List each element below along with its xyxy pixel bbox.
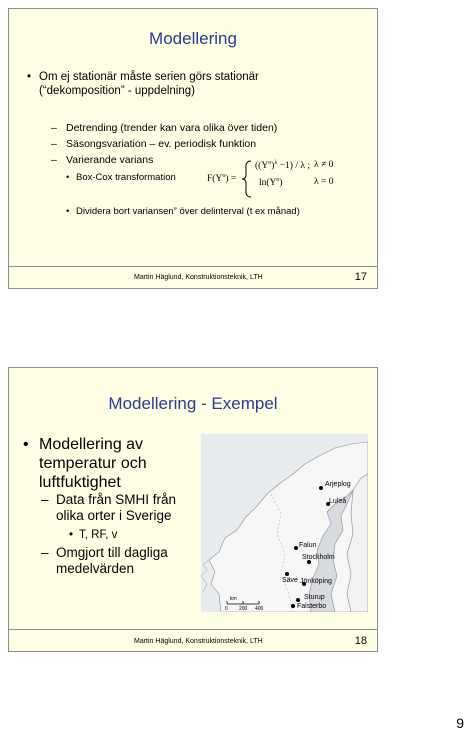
dash-bullet: –: [41, 492, 49, 507]
svg-text:0: 0: [225, 606, 228, 612]
map-label: Luleå: [329, 498, 347, 505]
sub-bullet-item: [51, 122, 278, 135]
bullet-item: [27, 70, 259, 98]
map-label: Säve: [282, 577, 298, 584]
box-cox-case-2: $\ln(Y^o)$: [259, 177, 283, 189]
sub-sub-bullet-text: Box-Cox transformation: [76, 172, 176, 183]
sub-bullet-item: [51, 154, 154, 167]
sub-sub-bullet-item: [66, 206, 300, 218]
sub-bullet-text: medelvärden: [56, 561, 135, 576]
sub-bullet-item: [41, 492, 177, 524]
sub-bullet-text: Data från SMHI från: [56, 492, 177, 507]
sub-bullet-text: Säsongsvariation – ev. periodisk funktion: [66, 138, 257, 150]
map-label: Sturup: [304, 594, 325, 601]
slide-17: [8, 8, 378, 289]
slide-footer: Martin Häglund, Konstruktionsteknik, LTH: [134, 274, 263, 281]
brace-icon: [241, 159, 255, 199]
slide-footer: Martin Häglund, Konstruktionsteknik, LTH: [134, 638, 263, 645]
sub-bullet-text: Detrending (trender kan vara olika över tiden): [66, 122, 278, 134]
slide-title: Modellering: [149, 29, 237, 48]
box-cox-case-1: $((Y^o)^\lambda -1) / \lambda$ ;: [255, 160, 310, 172]
bullet-dot: •: [66, 206, 70, 217]
map-label: Falsterbo: [297, 603, 327, 610]
sub-bullet-text: Omgjort till dagliga: [56, 545, 168, 560]
dash-bullet: –: [51, 154, 57, 166]
svg-text:200: 200: [239, 606, 248, 612]
sub-sub-bullet-text: Dividera bort variansen” över delinterval (t ex månad): [76, 206, 300, 217]
slide-number: 17: [354, 271, 367, 283]
box-cox-cond-1: λ ≠ 0: [314, 160, 334, 170]
svg-text:400: 400: [255, 606, 264, 612]
svg-text:km: km: [230, 596, 237, 602]
slide-number: 18: [354, 635, 367, 647]
bullet-dot: •: [66, 172, 70, 183]
dash-bullet: –: [51, 122, 57, 134]
sub-sub-bullet-item: [66, 172, 176, 184]
map-label: Stockholm: [302, 554, 335, 561]
bullet-item: [23, 435, 147, 492]
sweden-map-image: [201, 434, 368, 612]
bullet-text: Om ej stationär måste serien görs stationär: [39, 71, 259, 83]
dash-bullet: –: [51, 138, 57, 150]
dash-bullet: –: [41, 545, 49, 560]
sub-bullet-item: [51, 138, 257, 151]
bullet-dot: •: [69, 529, 74, 541]
bullet-dot: •: [23, 436, 29, 453]
bullet-text: (“dekomposition” - uppdelning): [39, 85, 195, 97]
box-cox-formula-lhs: $F(Y^o)$ =: [207, 173, 237, 185]
bullet-text: luftfuktighet: [39, 474, 121, 491]
map-label: Falun: [299, 542, 317, 549]
bullet-text: temperatur och: [39, 455, 147, 472]
slide-18: [8, 367, 378, 652]
bullet-text: Modellering av: [39, 436, 144, 453]
sub-bullet-text: Varierande varians: [66, 154, 154, 166]
footer-divider: [9, 629, 377, 630]
box-cox-cond-2: λ = 0: [314, 177, 334, 187]
sub-sub-bullet-text: T, RF, v: [79, 529, 118, 541]
document-page-number: 9: [456, 715, 464, 731]
map-label: Jönköping: [300, 578, 332, 585]
sub-bullet-text: olika orter i Sverige: [56, 508, 172, 523]
map-label: Arjeplog: [325, 481, 351, 488]
slide-title: Modellering - Exempel: [108, 394, 278, 413]
sub-sub-bullet-item: [69, 528, 118, 542]
sub-bullet-item: [41, 545, 168, 577]
footer-divider: [9, 266, 377, 267]
bullet-dot: •: [27, 71, 32, 83]
